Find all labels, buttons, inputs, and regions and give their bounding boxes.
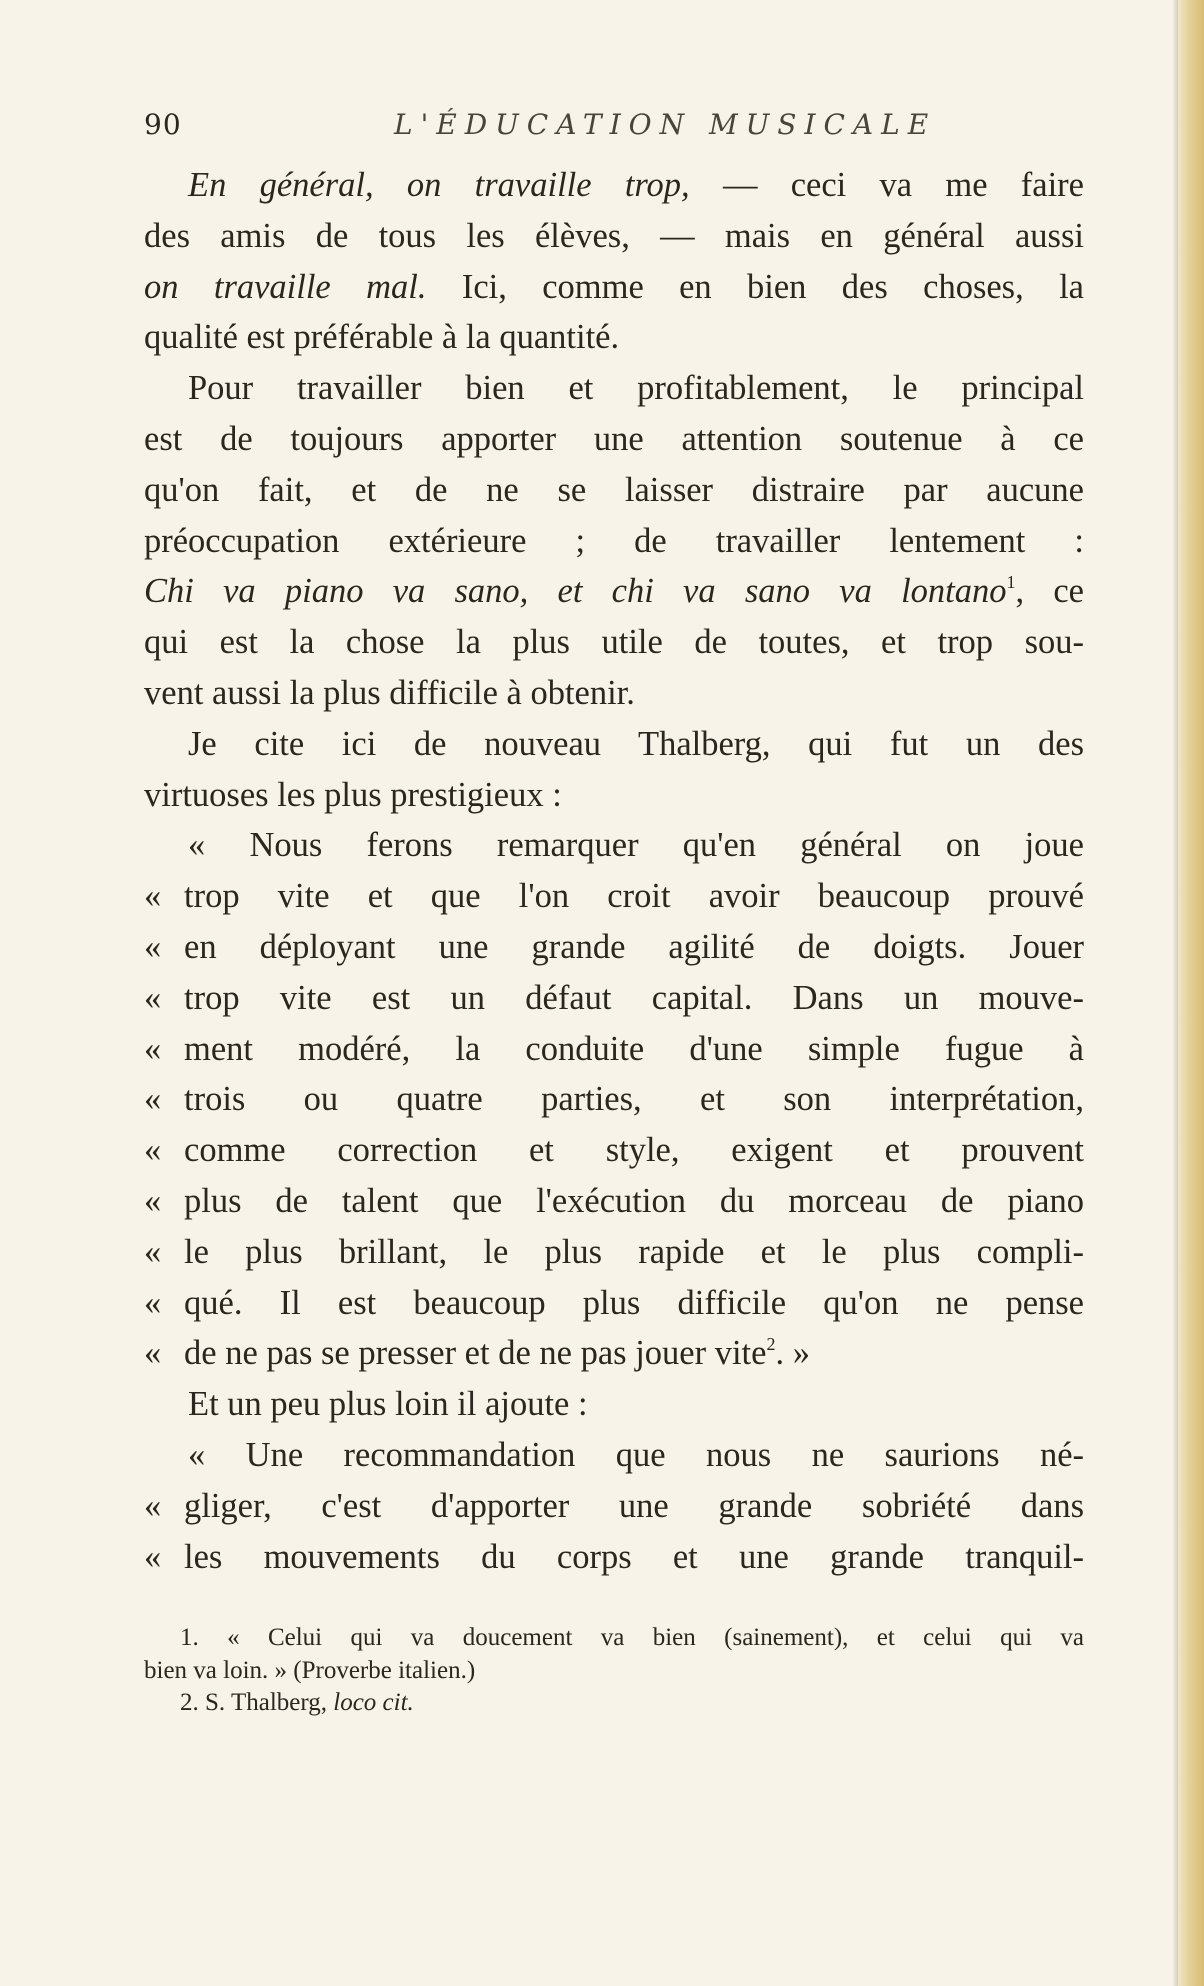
body-text [144, 160, 1084, 1582]
text-line: « le plus brillant, le plus rapide et le plus compli- [144, 1232, 1084, 1271]
page-edge [1178, 0, 1204, 1986]
quote-1 [144, 820, 1084, 1379]
text-line: « ment modéré, la conduite d'une simple fugue à [144, 1029, 1084, 1068]
text-line: « plus de talent que l'exécution du morceau de piano [144, 1181, 1084, 1220]
text-line: virtuoses les plus prestigieux : [144, 775, 562, 814]
text-line: Chi va piano va sano, et chi va sano va lontano$^1$, ce [144, 572, 1084, 611]
text-line: Pour travailler bien et profitablement, le principal [188, 369, 1084, 408]
text-line: qu'on fait, et de ne se laisser distraire par aucune [144, 470, 1084, 509]
footnote-ref-1: 1 [1006, 572, 1016, 593]
text-line: est de toujours apporter une attention soutenue à ce [144, 419, 1084, 458]
text-line: « en déployant une grande agilité de doigts. Jouer [144, 927, 1084, 966]
emphasis: En général, on travaille trop, [188, 166, 690, 204]
text-line: qualité est préférable à la quantité. [144, 318, 620, 357]
paragraph-2 [144, 363, 1084, 719]
text-line: vent aussi la plus difficile à obtenir. [144, 673, 635, 712]
text-line: « comme correction et style, exigent et prouvent [144, 1131, 1084, 1170]
text-line: qui est la chose la plus utile de toutes, et trop sou- [144, 623, 1084, 662]
paragraph-1 [144, 160, 1084, 363]
text-line: Et un peu plus loin il ajoute : [188, 1385, 588, 1424]
text-line: « trop vite et que l'on croit avoir beaucoup prouvé [144, 877, 1084, 916]
text-line: « trop vite est un défaut capital. Dans un mouve- [144, 978, 1084, 1017]
footnotes [144, 1622, 1084, 1720]
quote-2 [144, 1430, 1084, 1582]
page-header [144, 108, 1084, 148]
running-title: L'ÉDUCATION MUSICALE [394, 108, 937, 141]
paragraph-3 [144, 719, 1084, 821]
text-line: « qué. Il est beaucoup plus difficile qu'on ne pense [144, 1283, 1084, 1322]
text-line: « trois ou quatre parties, et son interprétation, [144, 1080, 1084, 1119]
text-line: préoccupation extérieure ; de travailler lentement : [144, 521, 1084, 560]
text-line: « les mouvements du corps et une grande tranquil- [144, 1537, 1084, 1576]
text-line: on travaille mal. Ici, comme en bien des choses, la [144, 267, 1084, 306]
text-line: « gliger, c'est d'apporter une grande sobriété dans [144, 1486, 1084, 1525]
text-line: « de ne pas se presser et de ne pas jouer vite$^2$. » [144, 1334, 810, 1373]
footnote-1-line-2: bien va loin. » (Proverbe italien.) [144, 1656, 476, 1684]
footnote-ref-2: 2 [766, 1334, 776, 1355]
emphasis: on travaille mal. [144, 267, 427, 306]
footnote-2: 2. S. Thalberg, loco cit. [180, 1689, 414, 1716]
text-line: Je cite ici de nouveau Thalberg, qui fut un des [188, 724, 1084, 763]
emphasis: Chi va piano va sano, et chi va sano va lontano [144, 572, 1007, 611]
paragraph-4 [144, 1379, 1084, 1430]
text-line: des amis de tous les élèves, — mais en général aussi [144, 216, 1084, 255]
text-line: En général, on travaille trop, — ceci va me faire [188, 166, 1084, 204]
footnote-1-line-1: 1. « Celui qui va doucement va bien (sainement), et celui qui va [180, 1624, 1084, 1651]
page-number: 90 [144, 108, 182, 141]
text-line: « Nous ferons remarquer qu'en général on joue [188, 826, 1084, 865]
text-line: « Une recommandation que nous ne saurions né- [188, 1435, 1084, 1474]
